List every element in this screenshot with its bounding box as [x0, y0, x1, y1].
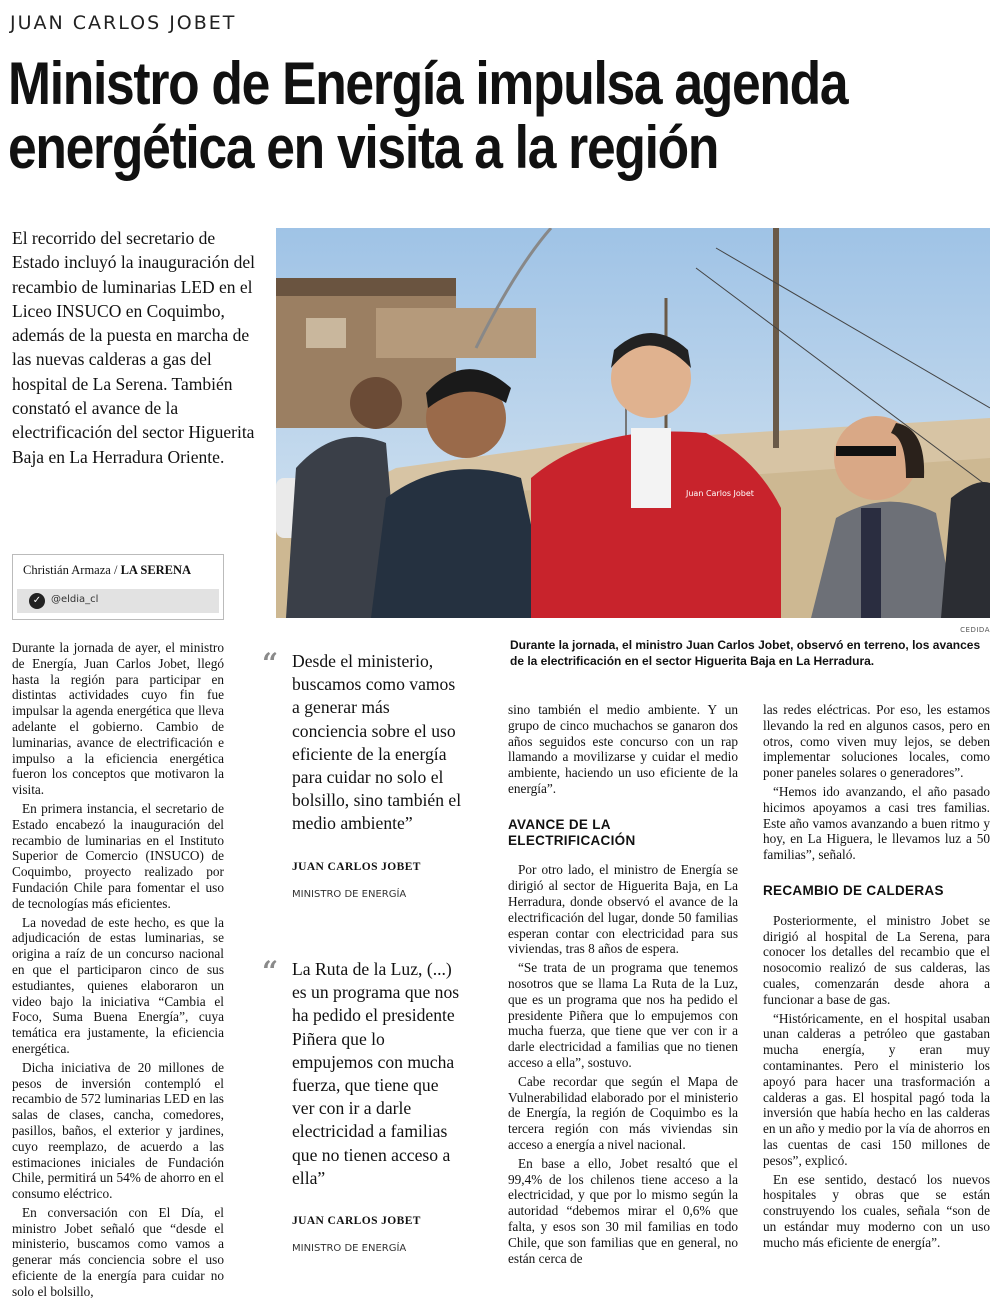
kicker: JUAN CARLOS JOBET: [10, 12, 237, 34]
subheading-electrificacion: AVANCE DE LA ELECTRIFICACIÓN: [508, 816, 636, 848]
pull-quote-1: [262, 647, 462, 906]
headline-line-2: energética en visita a la región: [8, 114, 719, 181]
body-column-3: [508, 702, 738, 1269]
jacket-text: Juan Carlos Jobet: [686, 489, 754, 498]
body-column-4: [763, 702, 990, 1254]
paragraph: las redes eléctricas. Por eso, les estamos llevando la red en algunos casos, pero en otros, como viven muy lejos, se deben implementar soluciones locales, como poner paneles solares o generadores”.: [763, 702, 990, 781]
paragraph: “Se trata de un programa que tenemos nosotros que se llama La Ruta de la Luz, que es un programa que nos ha pedido el presidente Piñera que lo empujemos con mucha fuerza, que tiene que ver con ir a darle electricidad a familias que no tienen acceso a ella”, sostuvo.: [508, 960, 738, 1070]
paragraph: “Históricamente, en el hospital usaban unan calderas a petróleo que gastaban mucha energía, y eran muy contaminantes. Pero el ministerio los apoyó para hacer una trasformación a calderas a gas. El hospital pagó toda la inversión que había hecho en las calderas en un año y medio por la vía de ahorros en las cuentas de casi 150 millones de pesos”, explicó.: [763, 1010, 990, 1168]
quote-mark-icon: “: [262, 647, 279, 680]
paragraph: En conversación con El Día, el ministro Jobet señaló que “desde el ministerio, buscamos como vamos a generar más conciencia sobre el uso eficiente de la energía para cuidar no solo el bolsillo,: [12, 1204, 224, 1299]
twitter-handle[interactable]: @eldia_cl: [51, 594, 99, 605]
paragraph: En ese sentido, destacó los nuevos hospitales y obras que se están construyendo los cuales, señala “son de un estándar muy moderno con un uso mucho más eficiente de energía”.: [763, 1171, 990, 1250]
photo-credit: CEDIDA: [960, 626, 990, 634]
photo-illustration: [276, 228, 990, 618]
byline-city: LA SERENA: [120, 563, 192, 577]
main-photo: [276, 228, 990, 618]
paragraph: Posteriormente, el ministro Jobet se dirigió al hospital de La Serena, para conocer los detalles del recambio que el nosocomio realizó de sus calderas, las cuales, comenzarán desde ahora a funcionar a base de gas.: [763, 912, 990, 1007]
twitter-bird-icon: ✓: [29, 593, 45, 609]
quote-mark-icon: “: [262, 955, 279, 988]
lead-paragraph: El recorrido del secretario de Estado incluyó la inauguración del recambio de luminarias LED en el Liceo INSUCO en Coquimbo, además de la puesta en marcha de las nuevas calderas a gas del hospital de La Serena. También constató el avance de la electrificación del sector Higuerita Baja en La Herradura Oriente.: [12, 228, 255, 467]
pull-quote-text: La Ruta de la Luz, (...) es un programa que nos ha pedido el presidente Piñera que lo empujemos con mucha fuerza, que tiene que ver con ir a darle electricidad a familias que no tienen acceso a ella”: [292, 959, 460, 1188]
glasses: [836, 446, 896, 456]
byline-name: [23, 563, 191, 578]
byline-box: [12, 554, 224, 620]
paragraph: Por otro lado, el ministro de Energía se dirigió al sector de Higuerita Baja, en La Herradura, donde observó el avance de la electrificación del lugar, donde 50 familias esperan contar con electricidad para sus viviendas, tras 8 años de espera.: [508, 862, 738, 957]
byline-separator: /: [113, 563, 118, 577]
headline: [8, 52, 855, 180]
body-column-1: [12, 640, 224, 1303]
pull-quote-author: JUAN CARLOS JOBET: [292, 860, 421, 873]
pull-quote-role: MINISTRO DE ENERGÍA: [292, 1243, 407, 1255]
paragraph: sino también el medio ambiente. Y un grupo de cinco muchachos se ganaron dos años seguidos este concurso con un rap llamando a movilizarse y cuidar el medio ambiente, haciendo un uso eficiente de la energía”.: [508, 702, 738, 796]
headline-line-1: Ministro de Energía impulsa agenda: [8, 50, 848, 117]
pull-quote-text: Desde el ministerio, buscamos como vamos a generar más conciencia sobre el uso eficiente de la energía para cuidar no solo el bolsillo, sino también el medio ambiente”: [292, 651, 462, 834]
pull-quote-role: MINISTRO DE ENERGÍA: [292, 888, 407, 900]
paragraph: La novedad de este hecho, es que la adjudicación de estas luminarias, se origina a raíz de un concurso nacional en que el participaron cinco de sus estudiantes, quienes elaboraron un video bajo la iniciativa “Cambia el Foco, Suma Buena Energía”, cuya temática era justamente, la eficiencia energética.: [12, 914, 224, 1056]
subheading-calderas: RECAMBIO DE CALDERAS: [763, 882, 944, 898]
paragraph: Durante la jornada de ayer, el ministro de Energía, Juan Carlos Jobet, llegó hasta la región para participar en distintas actividades cuyo fin fue impulsar la agenda energética que lleva adelante el gobierno. Cambio de luminarias, avance de electrificación e impulso a la eficiencia energética fueron los conceptos que motivaron la visita.: [12, 640, 224, 798]
paragraph: Dicha iniciativa de 20 millones de pesos de inversión contempló el recambio de 572 luminarias LED en las salas de clases, cancha, comedores, pasillos, baños, el exterior y jardines, cuyo reemplazo, de acuerdo a las estimaciones iniciales de Fundación Chile, permitirá un 54% de ahorro en el consumo eléctrico.: [12, 1059, 224, 1202]
twitter-bar: [17, 589, 219, 613]
paragraph: En base a ello, Jobet resaltó que el 99,4% de los chilenos tiene acceso a la electricidad, y que por lo mismo según la autoridad “debemos mirar el 0,6% que falta, y esos son 30 mil familias en todo Chile, que son familias que en general, no están cerca de: [508, 1155, 738, 1266]
pull-quote-2: [262, 955, 462, 1260]
paragraph: “Hemos ido avanzando, el año pasado hicimos apoyamos a casi tres familias. Este año vamos avanzando a buen ritmo y hoy, en La Higuera, le llevamos luz a 50 familias”, señaló.: [763, 783, 990, 863]
photo-caption: Durante la jornada, el ministro Juan Carlos Jobet, observó en terreno, los avances de la electrificación en el sector Higuerita Baja en La Herradura.: [510, 638, 981, 668]
pull-quote-author: JUAN CARLOS JOBET: [292, 1215, 421, 1228]
paragraph: Cabe recordar que según el Mapa de Vulnerabilidad elaborado por el ministerio de Energía, la región de Coquimbo es la tercera región con más viviendas sin acceso a energía a nivel nacional.: [508, 1073, 738, 1152]
byline-author: Christián Armaza: [23, 563, 111, 577]
paragraph: En primera instancia, el secretario de Estado encabezó la inauguración del recambio de luminarias en el Instituto Superior de Comercio (INSUCO) de Coquimbo, proyecto realizado por Fundación Chile para fomentar el uso de tecnologías más eficientes.: [12, 800, 224, 911]
